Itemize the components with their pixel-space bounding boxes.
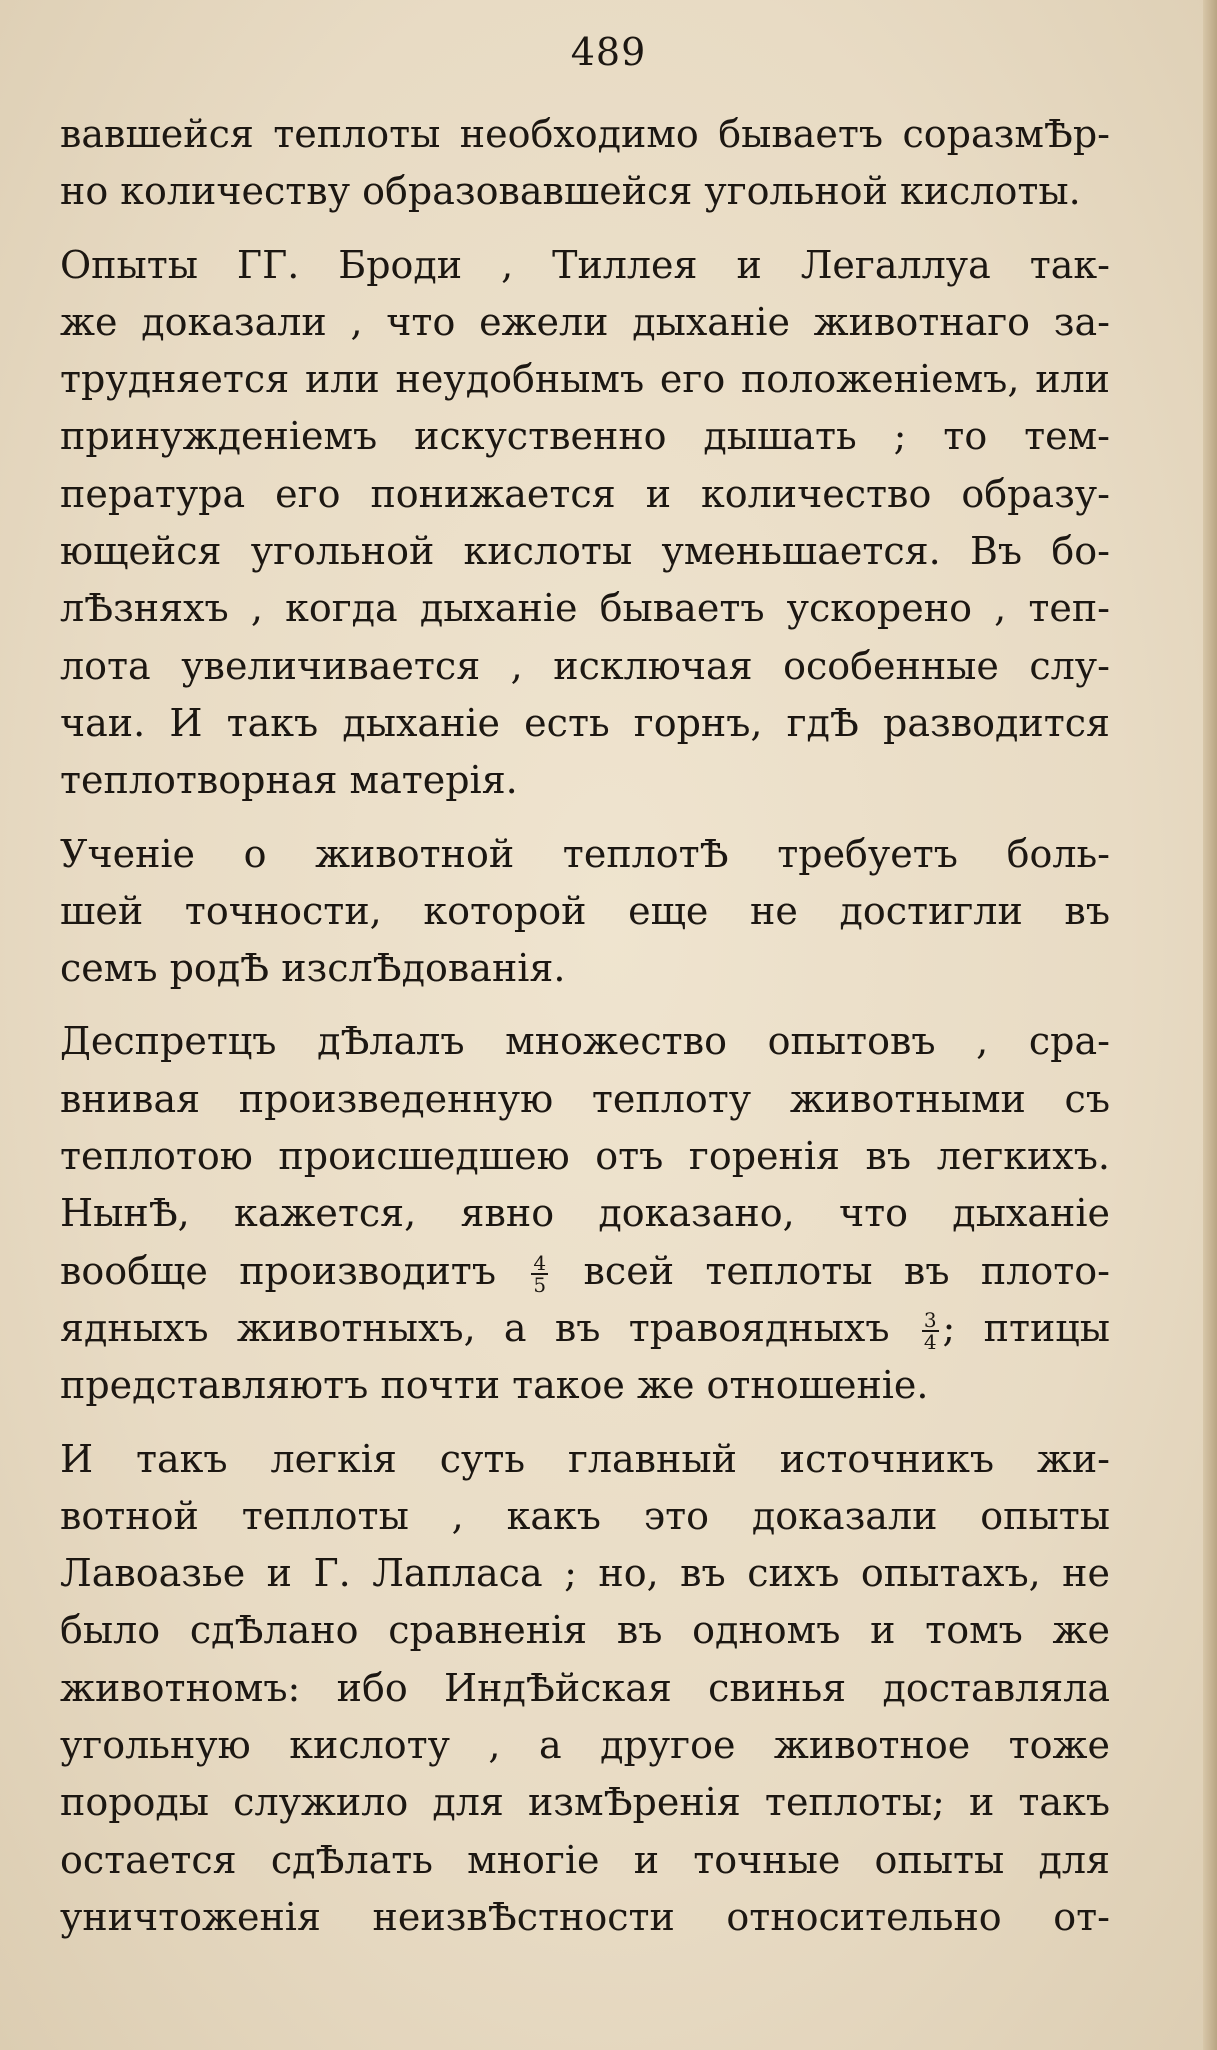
text-line: НынѢ, кажется, явно доказано, что дыханіе <box>60 1191 1110 1236</box>
fraction-four-fifths <box>531 1251 548 1298</box>
fraction-numerator: 4 <box>533 1251 547 1276</box>
text-line: вавшейся теплоты необходимо бываетъ соразмѢр- <box>60 112 1110 156</box>
text-line: Лавоазье и Г. Лапласа ; но, въ сихъ опытахъ, не <box>60 1551 1110 1596</box>
text-line-with-fraction <box>60 1300 1110 1357</box>
text-line: трудняется или неудобнымъ его положеніемъ, или <box>60 357 1110 402</box>
text-line: И такъ легкія суть главный источникъ жи- <box>60 1436 1110 1481</box>
fraction-denominator: 5 <box>533 1273 547 1298</box>
text-line: теплотворная матерія. <box>60 758 518 803</box>
text-line: шей точности, которой еще не достигли въ <box>60 888 1110 933</box>
text-line: же доказали , что ежели дыханіе животнаго за- <box>60 299 1110 344</box>
fraction-numerator: 3 <box>923 1308 937 1333</box>
text-segment: ядныхъ животныхъ, а въ травоядныхъ <box>60 1305 890 1350</box>
page-number: 489 <box>570 30 647 74</box>
text-line: внивая произведенную теплоту животными съ <box>60 1076 1110 1121</box>
text-line: лота увеличивается , исключая особенные слу- <box>60 643 1110 688</box>
fraction-denominator: 4 <box>923 1330 937 1355</box>
text-line: ющейся угольной кислоты уменьшается. Въ бо- <box>60 529 1110 574</box>
text-line: чаи. И такъ дыханіе есть горнъ, гдѢ разводится <box>60 700 1110 745</box>
text-line: уничтоженія неизвѢстности относительно от- <box>60 1894 1110 1939</box>
text-line: Опыты ГГ. Броди , Тиллея и Легаллуа так- <box>60 242 1110 287</box>
text-line: Деспретцъ дѢлалъ множество опытовъ , сра- <box>60 1019 1110 1064</box>
text-line: животномъ: ибо ИндѢйская свинья доставляла <box>60 1665 1110 1710</box>
text-line: Ученіе о животной теплотѢ требуетъ боль- <box>60 831 1110 876</box>
text-segment: вообще производитъ <box>60 1248 497 1293</box>
text-line: остается сдѢлать многіе и точные опыты для <box>60 1837 1110 1882</box>
text-line: угольную кислоту , а другое животное тоже <box>60 1723 1110 1768</box>
text-line: было сдѢлано сравненія въ одномъ и томъ же <box>60 1608 1110 1653</box>
text-line: теплотою происшедшею отъ горенія въ легкихъ. <box>60 1134 1110 1179</box>
text-segment: ; птицы <box>942 1305 1110 1350</box>
text-line: семъ родѢ изслѢдованія. <box>60 946 566 991</box>
body-text <box>60 106 1110 1946</box>
text-line: но количеству образовавшейся угольной кислоты. <box>60 169 1081 214</box>
text-line: принужденіемъ искуственно дышать ; то тем- <box>60 414 1110 459</box>
text-line: пература его понижается и количество образу- <box>60 471 1110 516</box>
fraction-three-fourths <box>922 1308 939 1355</box>
text-line-with-fraction <box>60 1243 1110 1300</box>
text-line: представляютъ почти такое же отношеніе. <box>60 1363 929 1408</box>
text-line: породы служило для измѢренія теплоты; и такъ <box>60 1780 1110 1825</box>
text-line: вотной теплоты , какъ это доказали опыты <box>60 1493 1110 1538</box>
page-edge-shadow <box>1203 0 1217 2050</box>
text-line: лѢзняхъ , когда дыханіе бываетъ ускорено , теп- <box>60 586 1110 631</box>
text-segment: всей теплоты въ плото- <box>583 1248 1110 1293</box>
